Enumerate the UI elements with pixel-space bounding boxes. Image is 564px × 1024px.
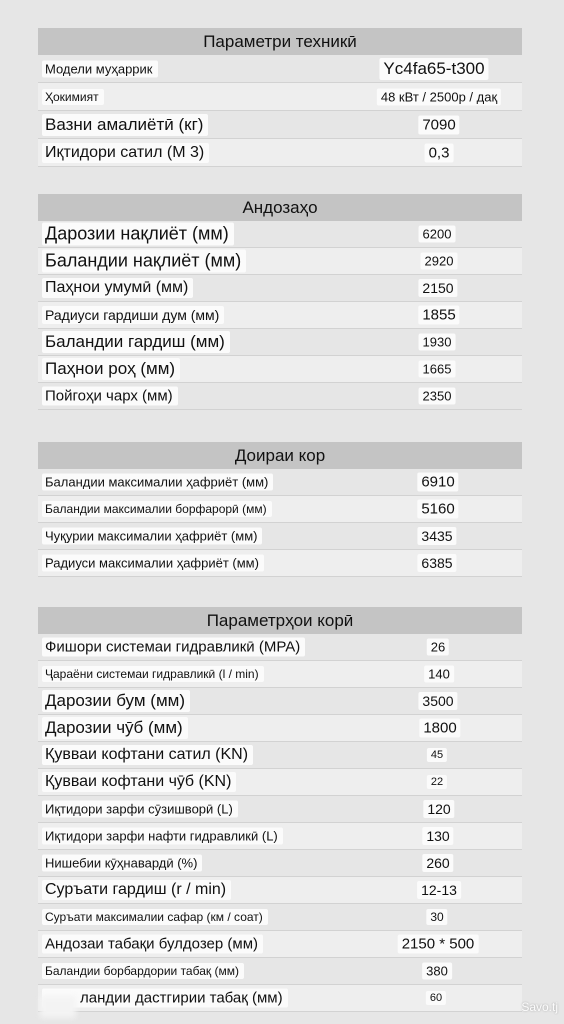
section-operating-parameters: [38, 607, 522, 1012]
table-row: [38, 139, 522, 167]
table-row: [38, 496, 522, 523]
row-value: 2920: [421, 253, 458, 270]
row-value: 3435: [417, 527, 456, 545]
table-row: [38, 383, 522, 410]
section-title: Доираи кор: [38, 442, 522, 469]
row-label: Паҳнои роҳ (мм): [42, 358, 180, 380]
table-row: [38, 523, 522, 550]
table-row: [38, 958, 522, 985]
row-value: 48 кВт / 2500р / дақ: [377, 88, 501, 105]
row-label: Дарозии бум (мм): [42, 690, 190, 712]
table-row: [38, 83, 522, 111]
row-label: Дарозии нақлиёт (мм): [42, 223, 234, 246]
table-row: [38, 248, 522, 275]
row-value: 1930: [419, 334, 456, 351]
row-value: 6910: [417, 473, 458, 492]
table-row: [38, 111, 522, 139]
row-label: Модели муҳаррик: [42, 60, 158, 77]
row-value: 120: [423, 800, 454, 818]
table-row: [38, 661, 522, 688]
row-label: ландии дастгирии табақ (мм): [42, 989, 288, 1008]
table-row: [38, 931, 522, 958]
row-label: Баландии максималии борфарорӣ (мм): [42, 501, 272, 517]
row-value: 2150 * 500: [398, 935, 479, 954]
row-label: Дарозии чӯб (мм): [42, 717, 188, 739]
row-value: 3500: [418, 692, 457, 710]
table-row: [38, 275, 522, 302]
table-row: [38, 715, 522, 742]
section-title: Андозаҳо: [38, 194, 522, 221]
table-row: [38, 742, 522, 769]
row-label: Баландии максималии ҳафриёт (мм): [42, 474, 273, 491]
row-label: Фишори системаи гидравликӣ (MPA): [42, 638, 305, 657]
row-value: 60: [426, 991, 446, 1005]
row-value: 5160: [417, 500, 458, 519]
table-row: [38, 221, 522, 248]
watermark: Savo.tj: [521, 1000, 558, 1014]
table-row: [38, 904, 522, 931]
table-row: [38, 55, 522, 83]
row-value: 1800: [419, 719, 460, 738]
row-label: Баландии гардиш (мм): [42, 331, 230, 353]
row-label: Суръати гардиш (r / min): [42, 880, 231, 900]
section-working-range: [38, 442, 522, 577]
row-label: Суръати максималии сафар (км / соат): [42, 909, 268, 925]
row-value: 1665: [419, 361, 456, 378]
row-label: Радиуси гардиши дум (мм): [42, 306, 224, 324]
row-label: Пойгоҳи чарх (мм): [42, 387, 178, 406]
row-value: 22: [427, 775, 447, 789]
row-value: 130: [422, 827, 453, 845]
section-technical-parameters: [38, 28, 522, 167]
table-row: [38, 823, 522, 850]
row-value: 0,3: [425, 143, 454, 162]
section-dimensions: [38, 194, 522, 410]
row-value: 1855: [418, 306, 459, 325]
row-label: Андозаи табақи булдозер (мм): [42, 935, 263, 954]
table-row: [38, 634, 522, 661]
row-value: 12-13: [417, 881, 461, 899]
row-label: Ҷараёни системаи гидравликӣ (l / min): [42, 666, 264, 682]
table-row: [38, 850, 522, 877]
table-row: [38, 302, 522, 329]
row-value: 2350: [419, 388, 456, 405]
row-value: 7090: [418, 115, 459, 134]
table-row: [38, 985, 522, 1012]
row-label: Баландии борбардории табақ (мм): [42, 963, 244, 979]
section-title: Параметри техникӣ: [38, 28, 522, 55]
row-label: Қувваи кофтани сатил (KN): [42, 745, 253, 765]
row-value: 30: [426, 909, 447, 925]
row-label: Ҳокимият: [42, 89, 104, 105]
table-row: [38, 877, 522, 904]
blurred-text-fragment: [40, 996, 76, 1018]
table-row: [38, 769, 522, 796]
row-value: 260: [422, 854, 453, 872]
table-row: [38, 550, 522, 577]
row-label: Вазни амалиётӣ (кг): [42, 114, 208, 136]
row-value: 45: [427, 748, 447, 762]
table-row: [38, 329, 522, 356]
table-row: [38, 796, 522, 823]
table-row: [38, 688, 522, 715]
section-title: Параметрҳои корӣ: [38, 607, 522, 634]
table-row: [38, 469, 522, 496]
row-label: Қувваи кофтани чӯб (KN): [42, 772, 236, 792]
table-row: [38, 356, 522, 383]
row-value: 380: [422, 963, 452, 980]
row-value: 26: [427, 639, 449, 656]
row-value: 2150: [418, 279, 457, 297]
row-value: 6385: [417, 554, 456, 572]
row-label: Иқтидори сатил (М 3): [42, 143, 209, 163]
row-label: Нишебии кӯҳнавардӣ (%): [42, 855, 202, 872]
row-value: 6200: [419, 226, 456, 243]
row-label: Чуқурии максималии ҳафриёт (мм): [42, 528, 262, 545]
row-value: Yc4fa65-t300: [379, 58, 488, 80]
row-value: 140: [424, 666, 454, 683]
row-label: Паҳнои умумӣ (мм): [42, 278, 193, 298]
row-label: Иқтидори зарфи нафти гидравликӣ (L): [42, 828, 283, 845]
row-label: Баландии нақлиёт (мм): [42, 250, 246, 273]
row-label: Иқтидори зарфи сӯзишворӣ (L): [42, 801, 238, 818]
row-label: Радиуси максималии ҳафриёт (мм): [42, 555, 264, 572]
